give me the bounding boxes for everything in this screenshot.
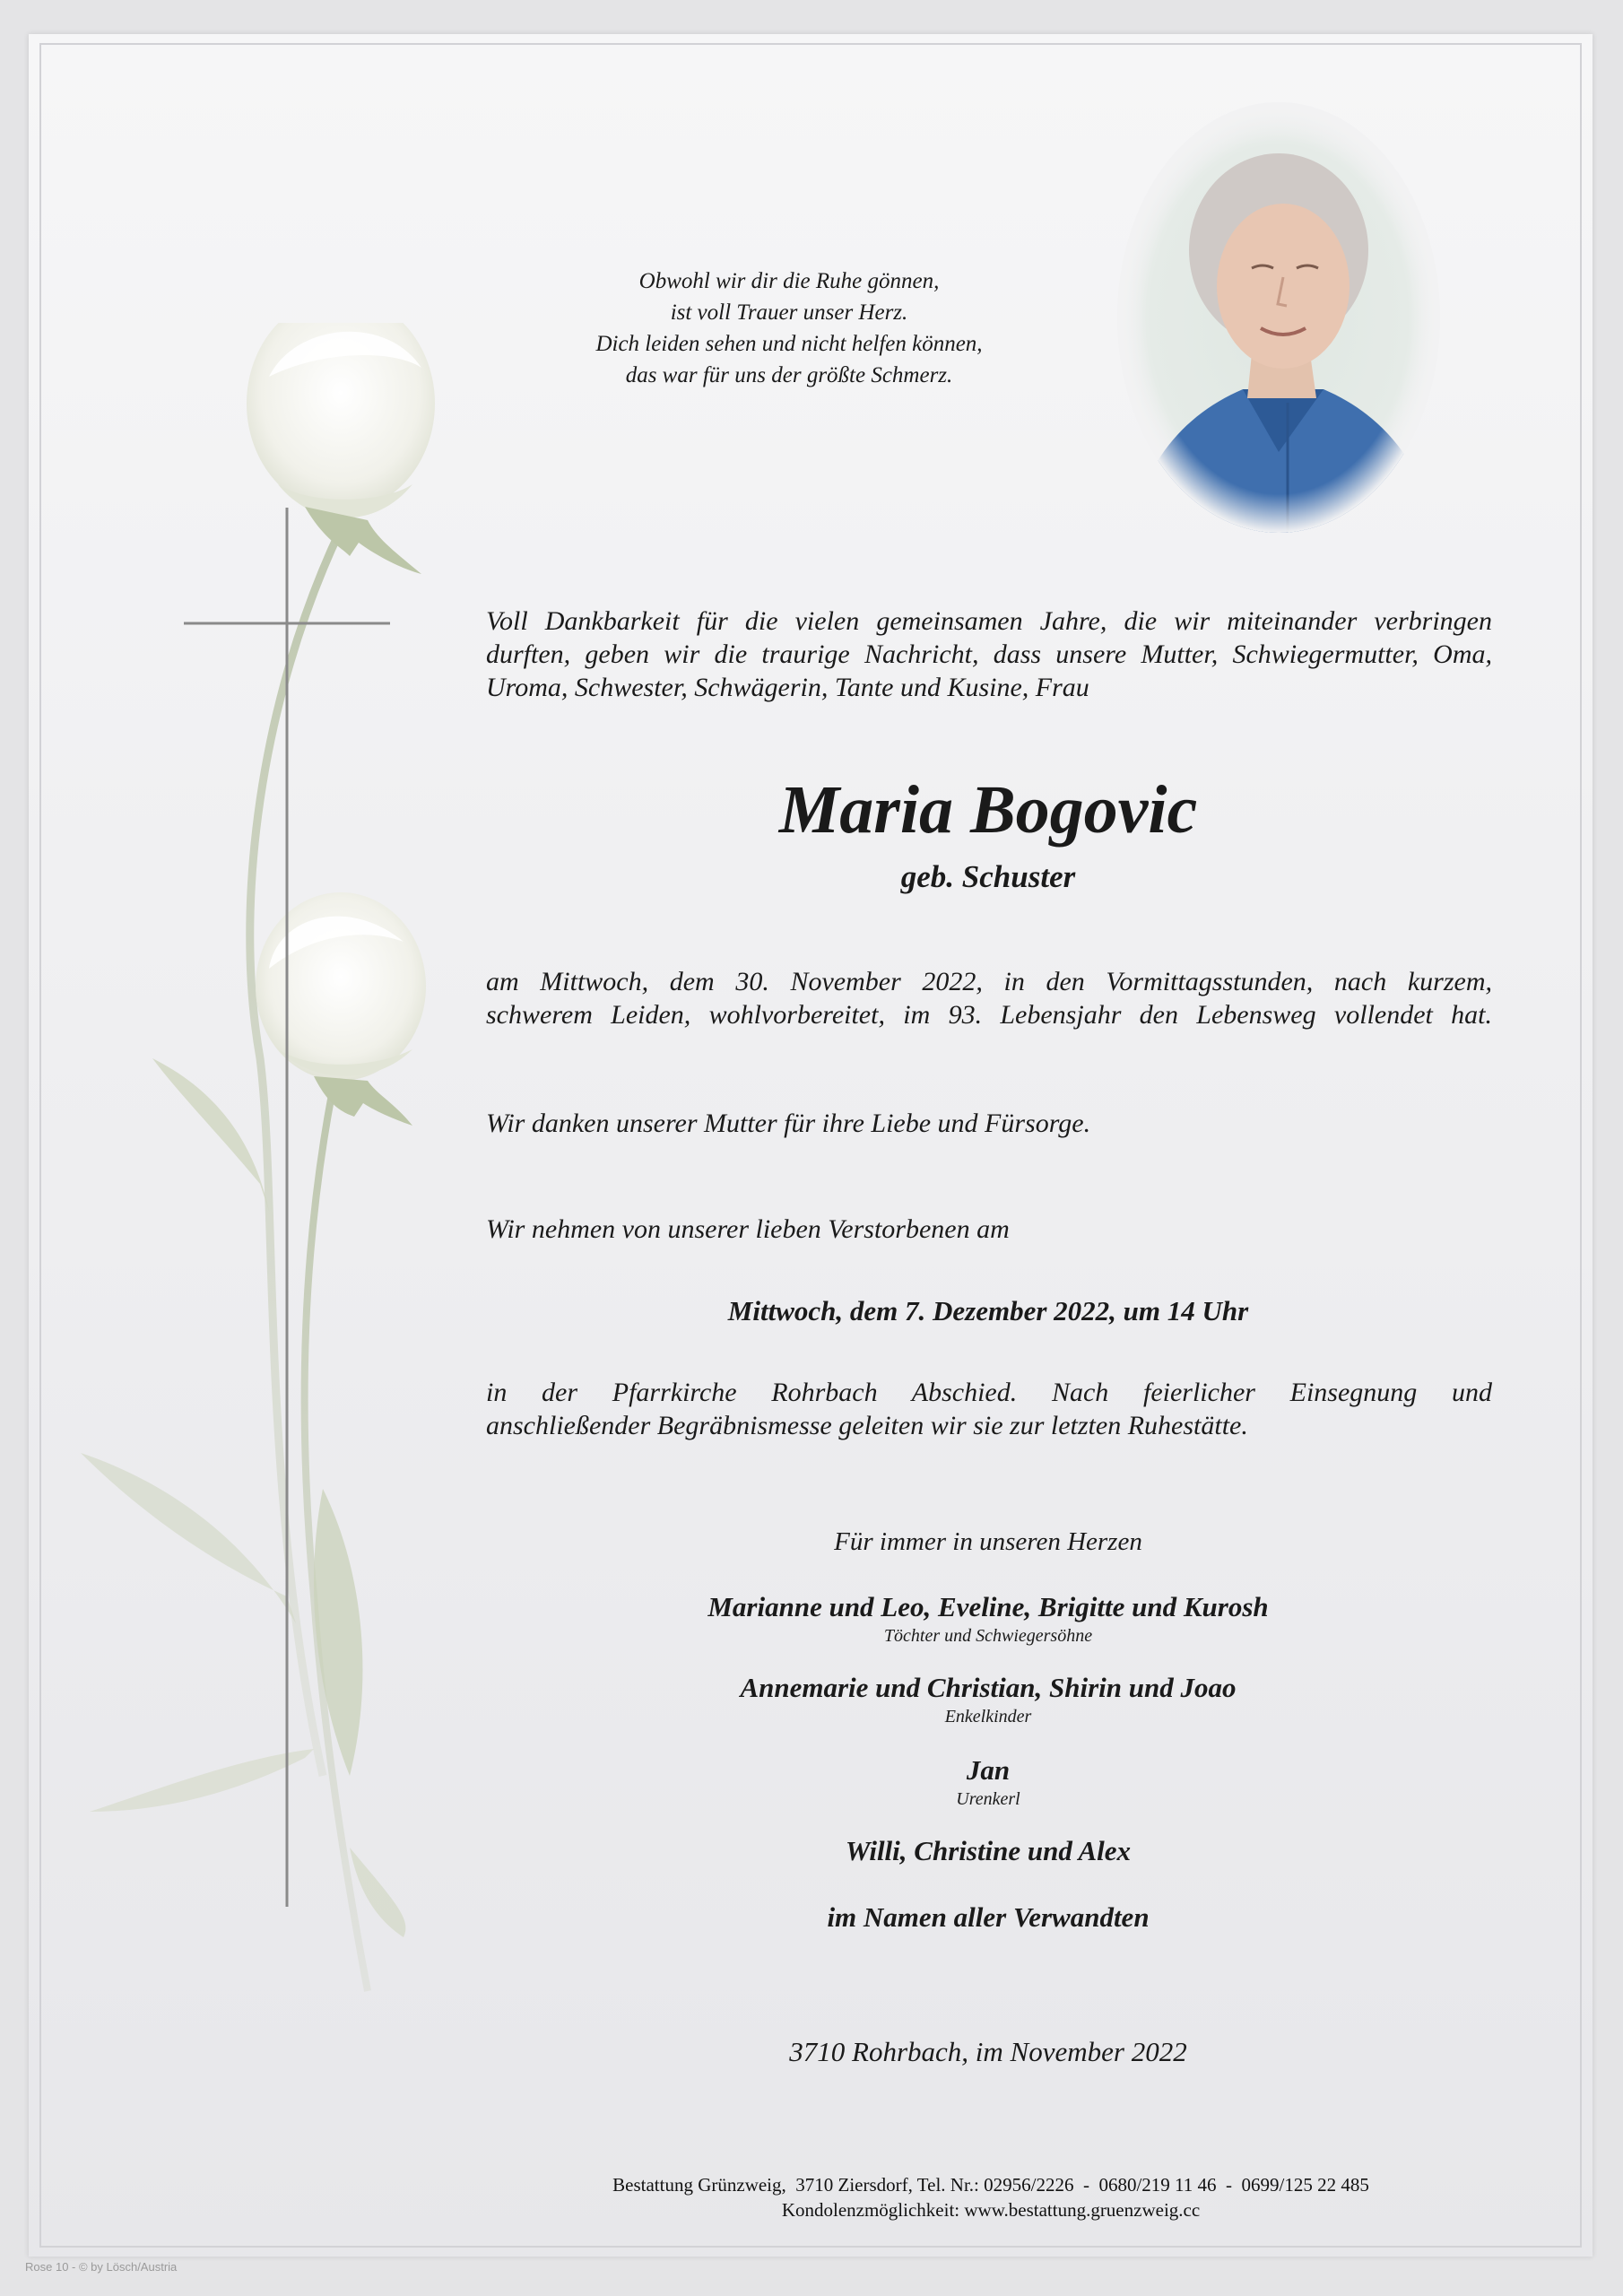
place-date: 3710 Rohrbach, im November 2022 [789, 2036, 1187, 2067]
poem-line: ist voll Trauer unser Herz. [670, 300, 908, 325]
church-text-line: in der Pfarrkirche Rohrbach Abschied. Nach feierlicher Einsegnung und [486, 1378, 1492, 1407]
funeral-date: Mittwoch, dem 7. Dezember 2022, um 14 Uhr [727, 1295, 1249, 1326]
forever-line: Für immer in unseren Herzen [834, 1527, 1142, 1556]
death-notice [486, 965, 1492, 1031]
poem-line: Obwohl wir dir die Ruhe gönnen, [638, 269, 940, 293]
family-relation: Enkelkinder [944, 1707, 1032, 1726]
church-text [486, 1376, 1492, 1442]
family-names: Annemarie und Christian, Shirin und Joao [740, 1672, 1237, 1703]
poem [502, 265, 1076, 391]
family-relation: Töchter und Schwiegersöhne [883, 1626, 1093, 1646]
death-notice-line: schwerem Leiden, wohlvorbereitet, im 93. Lebensjahr den Lebensweg vollendet hat. [486, 1000, 1492, 1030]
deceased-name: Maria Bogovic [778, 772, 1198, 848]
portrait-photo [1108, 93, 1449, 542]
farewell-intro: Wir nehmen von unserer lieben Verstorbenen am [486, 1214, 1010, 1244]
white-roses-illustration [54, 323, 466, 2027]
poem-line: Dich leiden sehen und nicht helfen können, [595, 332, 983, 356]
family-relation: Urenkerl [956, 1789, 1020, 1809]
birth-name: geb. Schuster [900, 859, 1076, 894]
intro-paragraph [486, 604, 1492, 704]
church-text-line: anschließender Begräbnismesse geleiten wir sie zur letzten Ruhestätte. [486, 1411, 1248, 1440]
family-names: Marianne und Leo, Eveline, Brigitte und Kurosh [707, 1591, 1269, 1622]
undertaker-footer [502, 2172, 1480, 2222]
death-notice-line: am Mittwoch, dem 30. November 2022, in den Vormittagsstunden, nach kurzem, [486, 967, 1492, 996]
thanks-text: Wir danken unserer Mutter für ihre Liebe und Fürsorge. [486, 1109, 1091, 1138]
poem-line: das war für uns der größte Schmerz. [625, 363, 953, 387]
image-credit: Rose 10 - © by Lösch/Austria [25, 2260, 178, 2274]
family-names: Willi, Christine und Alex [845, 1835, 1132, 1866]
footer-contact: Bestattung Grünzweig, 3710 Ziersdorf, Tel. Nr.: 02956/2226 - 0680/219 11 46 - 0699/125 22 485 [612, 2174, 1369, 2196]
family-names: im Namen aller Verwandten [827, 1901, 1150, 1933]
intro-line: Voll Dankbarkeit für die vielen gemeinsamen Jahre, die wir miteinander verbringen [486, 606, 1492, 636]
intro-line: durften, geben wir die traurige Nachricht, dass unsere Mutter, Schwiegermutter, Oma, [486, 639, 1492, 669]
intro-line: Uroma, Schwester, Schwägerin, Tante und Kusine, Frau [486, 673, 1089, 702]
family-names: Jan [966, 1754, 1011, 1786]
footer-condolence: Kondolenzmöglichkeit: www.bestattung.gruenzweig.cc [781, 2199, 1201, 2221]
